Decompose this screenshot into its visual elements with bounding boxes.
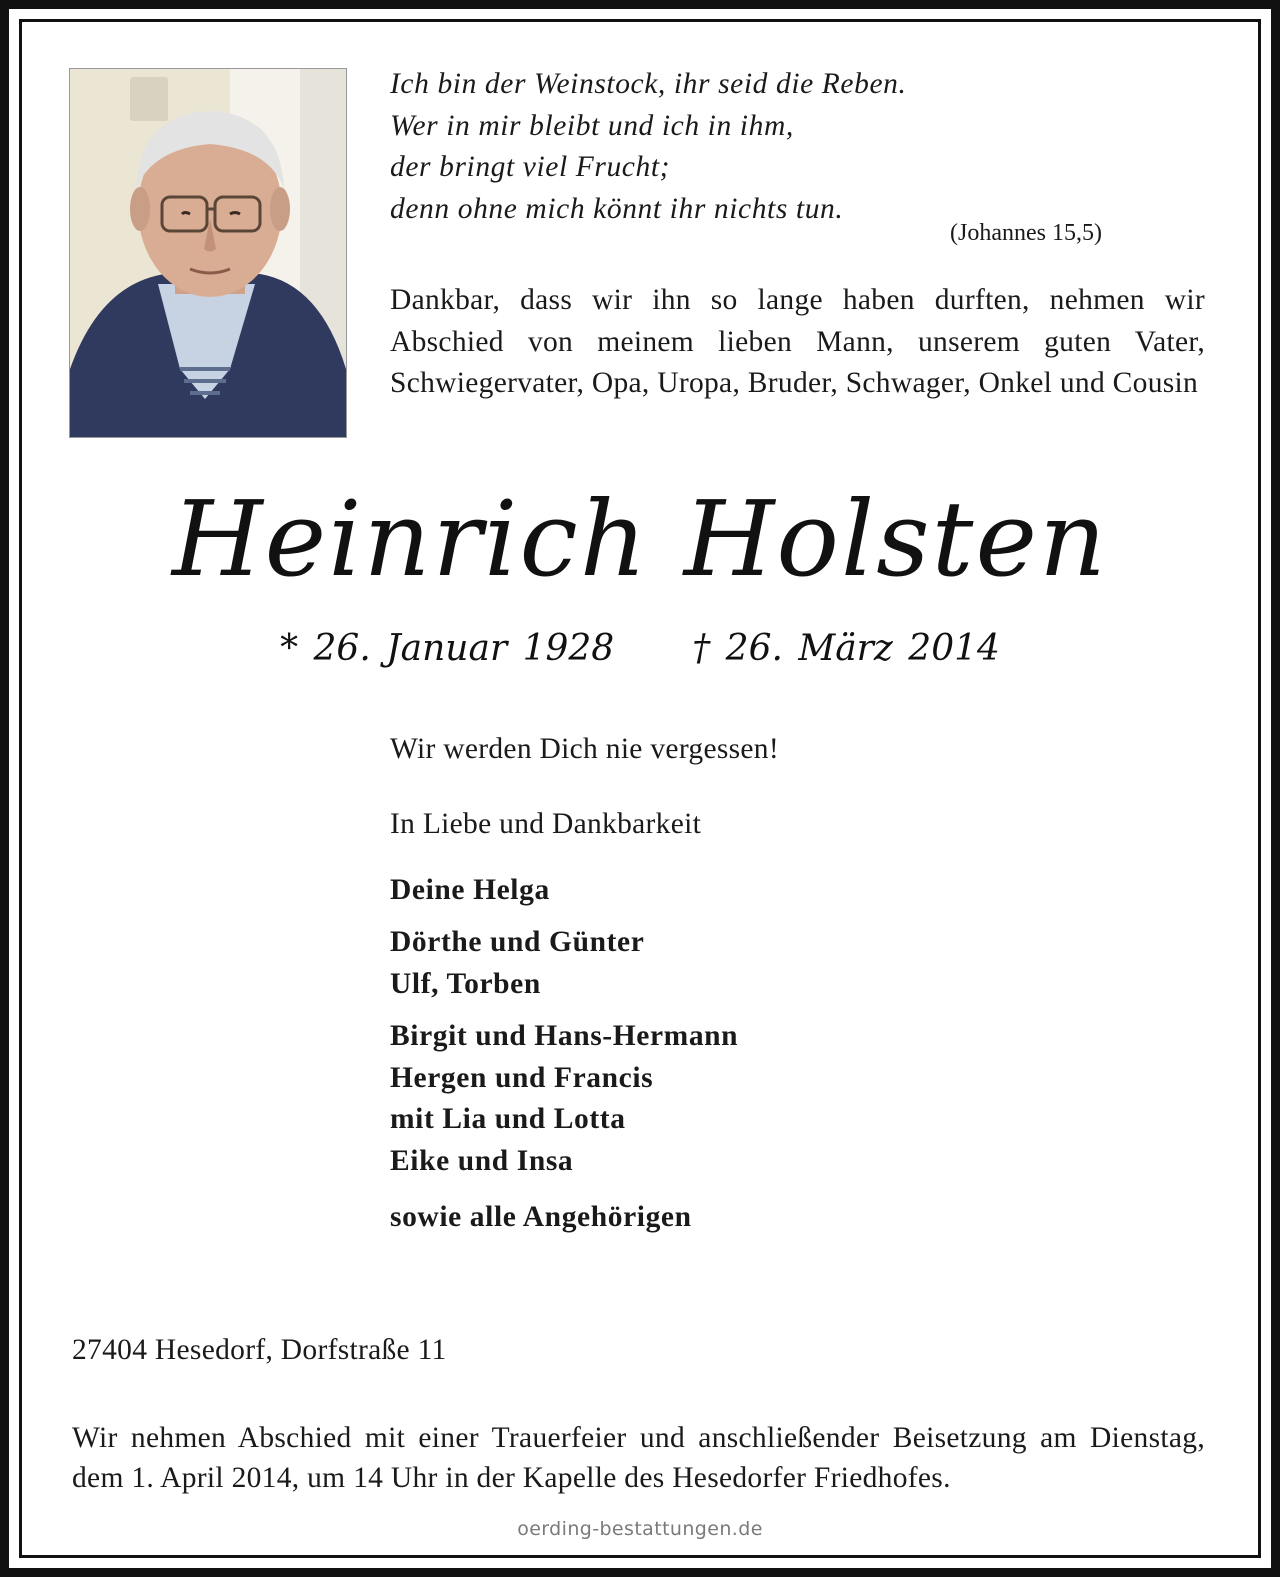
life-dates [0, 628, 1280, 669]
remembrance-line: Wir werden Dich nie vergessen! [390, 733, 779, 765]
bible-verse [390, 64, 906, 230]
footer-website: oerding-bestattungen.de [517, 1518, 763, 1540]
mourners-group [390, 870, 550, 912]
mourner-name: Eike und Insa [390, 1144, 574, 1177]
death-date: † 26. März 2014 [692, 628, 1000, 669]
verse-line: der bringt viel Frucht; [390, 151, 671, 183]
mourner-name: Ulf, Torben [390, 967, 541, 1000]
mourner-name: Hergen und Francis [390, 1061, 654, 1094]
deceased-name: Heinrich Holsten [171, 478, 1108, 600]
portrait-photo [69, 68, 347, 438]
mourner-name: Birgit und Hans-Hermann [390, 1020, 739, 1052]
verse-line: Ich bin der Weinstock, ihr seid die Reben. [390, 68, 907, 100]
mourner-name: Deine Helga [390, 874, 550, 906]
verse-line: Wer in mir bleibt und ich in ihm, [390, 109, 794, 142]
ceremony-notice: Wir nehmen Abschied mit einer Trauerfeier und anschließender Beisetzung am Dienstag, dem 1. April 2014, um 14 Uhr in der Kapelle des Hesedorfer Friedhofes. [72, 1422, 1205, 1494]
love-line: In Liebe und Dankbarkeit [390, 808, 702, 840]
intro-paragraph: Dankbar, dass wir ihn so lange haben durften, nehmen wir Abschied von meinem lieben Mann, unserem guten Vater, Schwiegervater, Opa, Uropa, Bruder, Schwager, Onkel und Cousin [390, 284, 1205, 399]
mourners-group [390, 1016, 738, 1182]
mourners-group [390, 922, 644, 1005]
verse-line: denn ohne mich könnt ihr nichts tun. [390, 192, 844, 225]
mourners-group [390, 1197, 692, 1239]
mourner-name: Dörthe und Günter [390, 926, 645, 958]
mourner-name: sowie alle Angehörigen [390, 1201, 692, 1233]
birth-date: * 26. Januar 1928 [280, 628, 615, 669]
address: 27404 Hesedorf, Dorfstraße 11 [72, 1334, 447, 1366]
mourner-name: mit Lia und Lotta [390, 1103, 626, 1135]
verse-reference: (Johannes 15,5) [950, 220, 1102, 246]
